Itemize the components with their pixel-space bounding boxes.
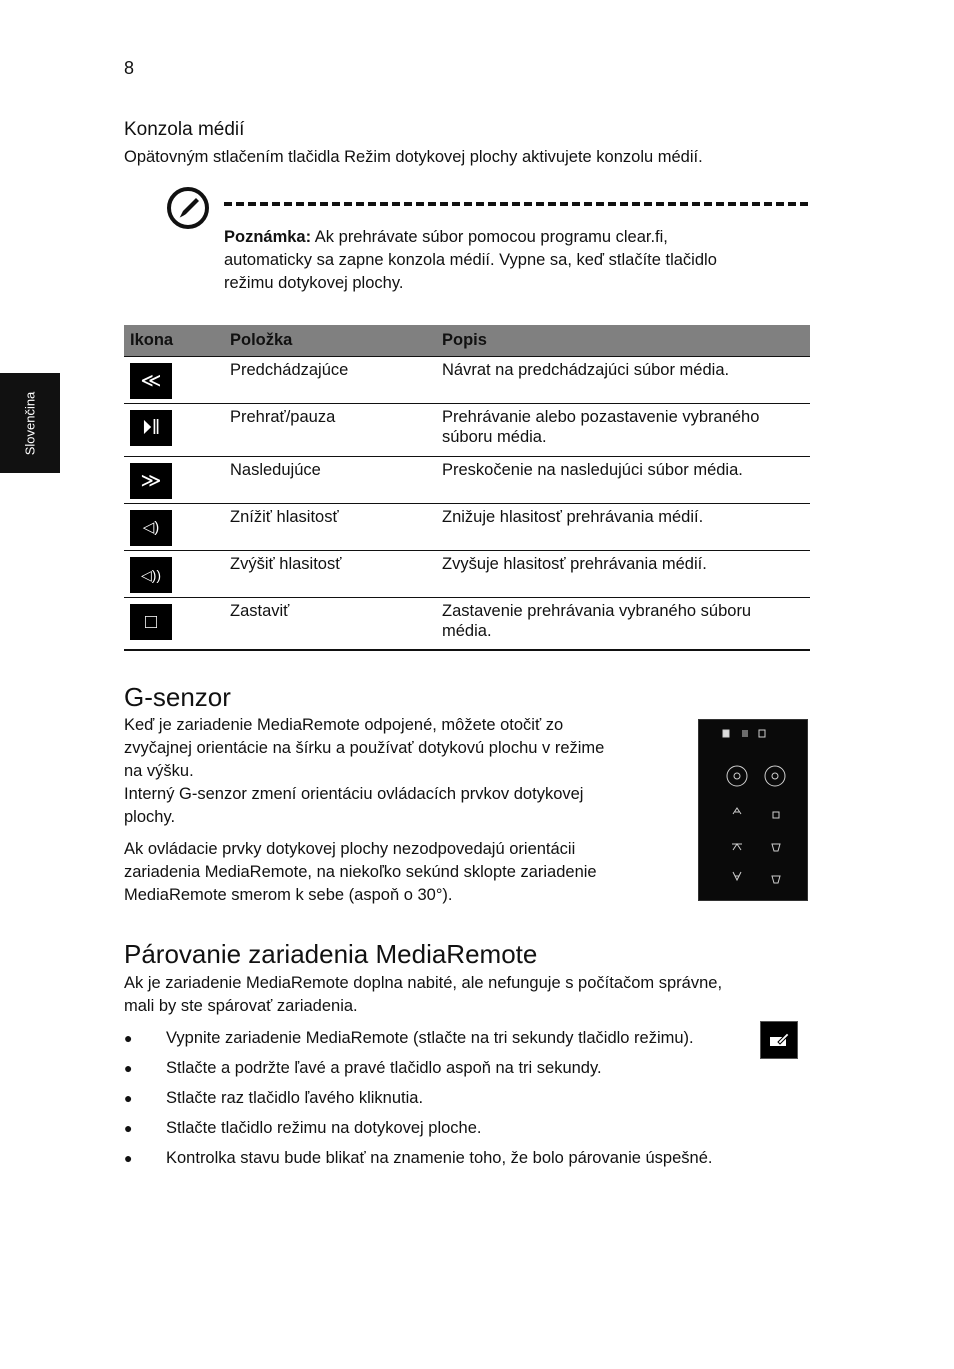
language-tab-label: Slovenčina [22, 391, 38, 455]
description-line: Preskočenie na nasledujúci súbor média. [442, 461, 743, 479]
note-line-2: automaticky sa zapne konzola médií. Vypne sa, keď stlačíte tlačidlo [224, 251, 717, 269]
list-item: ● Stlačte a podržte ľavé a pravé tlačidlo aspoň na tri sekundy. [124, 1057, 814, 1087]
text-line: zariadenia MediaRemote, na niekoľko sekúnd sklopte zariadenie [124, 863, 597, 881]
mediaremote-portrait-image [698, 719, 808, 901]
list-item-text: Stlačte raz tlačidlo ľavého kliknutia. [166, 1089, 424, 1107]
item-cell: Nasledujúce [224, 457, 436, 504]
item-cell: Prehrať/pauza [224, 404, 436, 457]
header-item: Položka [224, 325, 436, 357]
list-item-text: Stlačte a podržte ľavé a pravé tlačidlo aspoň na tri sekundy. [166, 1059, 602, 1077]
note-text [224, 226, 804, 295]
description-cell [436, 598, 810, 650]
list-item: ● Stlačte tlačidlo režimu na dotykovej ploche. [124, 1117, 814, 1147]
previous-icon: ≪ [130, 363, 172, 399]
description-line: Návrat na predchádzajúci súbor média. [442, 361, 730, 379]
header-description: Popis [436, 325, 810, 357]
volume-up-icon: ◁)) [130, 557, 172, 593]
pairing-heading: Párovanie zariadenia MediaRemote [124, 939, 538, 969]
header-icon: Ikona [124, 325, 224, 357]
description-line: Zastavenie prehrávania vybraného súboru [442, 602, 752, 620]
list-item-text: Kontrolka stavu bude blikať na znamenie toho, že bolo párovanie úspešné. [166, 1149, 713, 1167]
text-line: MediaRemote smerom k sebe (aspoň o 30°). [124, 886, 453, 904]
gsensor-heading: G-senzor [124, 682, 231, 712]
volume-down-icon: ◁) [130, 510, 172, 546]
remote-controls-graphic [699, 720, 807, 900]
gsensor-paragraph-2 [124, 838, 684, 907]
item-cell: Zastaviť [224, 598, 436, 650]
table-row [124, 404, 810, 457]
list-item: ● Stlačte raz tlačidlo ľavého kliknutia. [124, 1087, 814, 1117]
description-line: Znižuje hlasitosť prehrávania médií. [442, 508, 704, 526]
description-cell [436, 504, 810, 551]
description-cell [436, 551, 810, 598]
text-line: zvyčajnej orientácie na šírku a používať dotykovú plochu v režime [124, 739, 605, 757]
table-row [124, 504, 810, 551]
text-line: plochy. [124, 808, 176, 826]
note-divider [224, 202, 808, 206]
language-side-tab [0, 373, 60, 473]
text-line: Ak je zariadenie MediaRemote doplna nabité, ale nefunguje s počítačom správne, [124, 974, 723, 992]
description-cell [436, 457, 810, 504]
note-line-3: režimu dotykovej plochy. [224, 274, 404, 292]
gsensor-paragraph-1 [124, 714, 684, 829]
text-line: mali by ste spárovať zariadenia. [124, 997, 358, 1015]
list-item-text: Vypnite zariadenie MediaRemote (stlačte na tri sekundy tlačidlo režimu). [166, 1029, 694, 1047]
note-line-1: Ak prehrávate súbor pomocou programu clear.fi, [314, 228, 668, 246]
table-row [124, 551, 810, 598]
item-cell: Zvýšiť hlasitosť [224, 551, 436, 598]
list-item-text: Stlačte tlačidlo režimu na dotykovej ploche. [166, 1119, 482, 1137]
page-number: 8 [124, 58, 135, 78]
text-line: na výšku. [124, 762, 194, 780]
description-line: Zvyšuje hlasitosť prehrávania médií. [442, 555, 707, 573]
note-label: Poznámka: [224, 228, 312, 246]
play-pause-icon: ⏵‖ [130, 410, 172, 446]
description-line: média. [442, 622, 492, 640]
text-line: Ak ovládacie prvky dotykovej plochy nezodpovedajú orientácii [124, 840, 576, 858]
description-cell [436, 404, 810, 457]
description-cell [436, 357, 810, 404]
item-cell: Znížiť hlasitosť [224, 504, 436, 551]
next-icon: ≫ [130, 463, 172, 499]
text-line: Keď je zariadenie MediaRemote odpojené, môžete otočiť zo [124, 716, 564, 734]
pairing-intro [124, 972, 824, 1018]
touchpad-mode-key-icon [760, 1021, 798, 1059]
list-item: ● Vypnite zariadenie MediaRemote (stlačte na tri sekundy tlačidlo režimu). [124, 1027, 814, 1057]
table-row [124, 598, 810, 650]
list-item: ● Kontrolka stavu bude blikať na znamenie toho, že bolo párovanie úspešné. [124, 1147, 814, 1177]
pairing-steps-list [124, 1027, 814, 1177]
text-line: Interný G-senzor zmení orientáciu ovládacích prvkov dotykovej [124, 785, 584, 803]
table-header-row [124, 325, 810, 357]
item-cell: Predchádzajúce [224, 357, 436, 404]
pen-note-icon [166, 186, 210, 230]
console-intro: Opätovným stlačením tlačidla Režim dotykovej plochy aktivujete konzolu médií. [124, 148, 703, 166]
media-console-table [124, 325, 810, 651]
table-row [124, 357, 810, 404]
stop-icon: □ [130, 604, 172, 640]
description-line: Prehrávanie alebo pozastavenie vybraného [442, 408, 760, 426]
description-line: súboru média. [442, 428, 547, 446]
console-heading: Konzola médií [124, 119, 245, 140]
table-row [124, 457, 810, 504]
